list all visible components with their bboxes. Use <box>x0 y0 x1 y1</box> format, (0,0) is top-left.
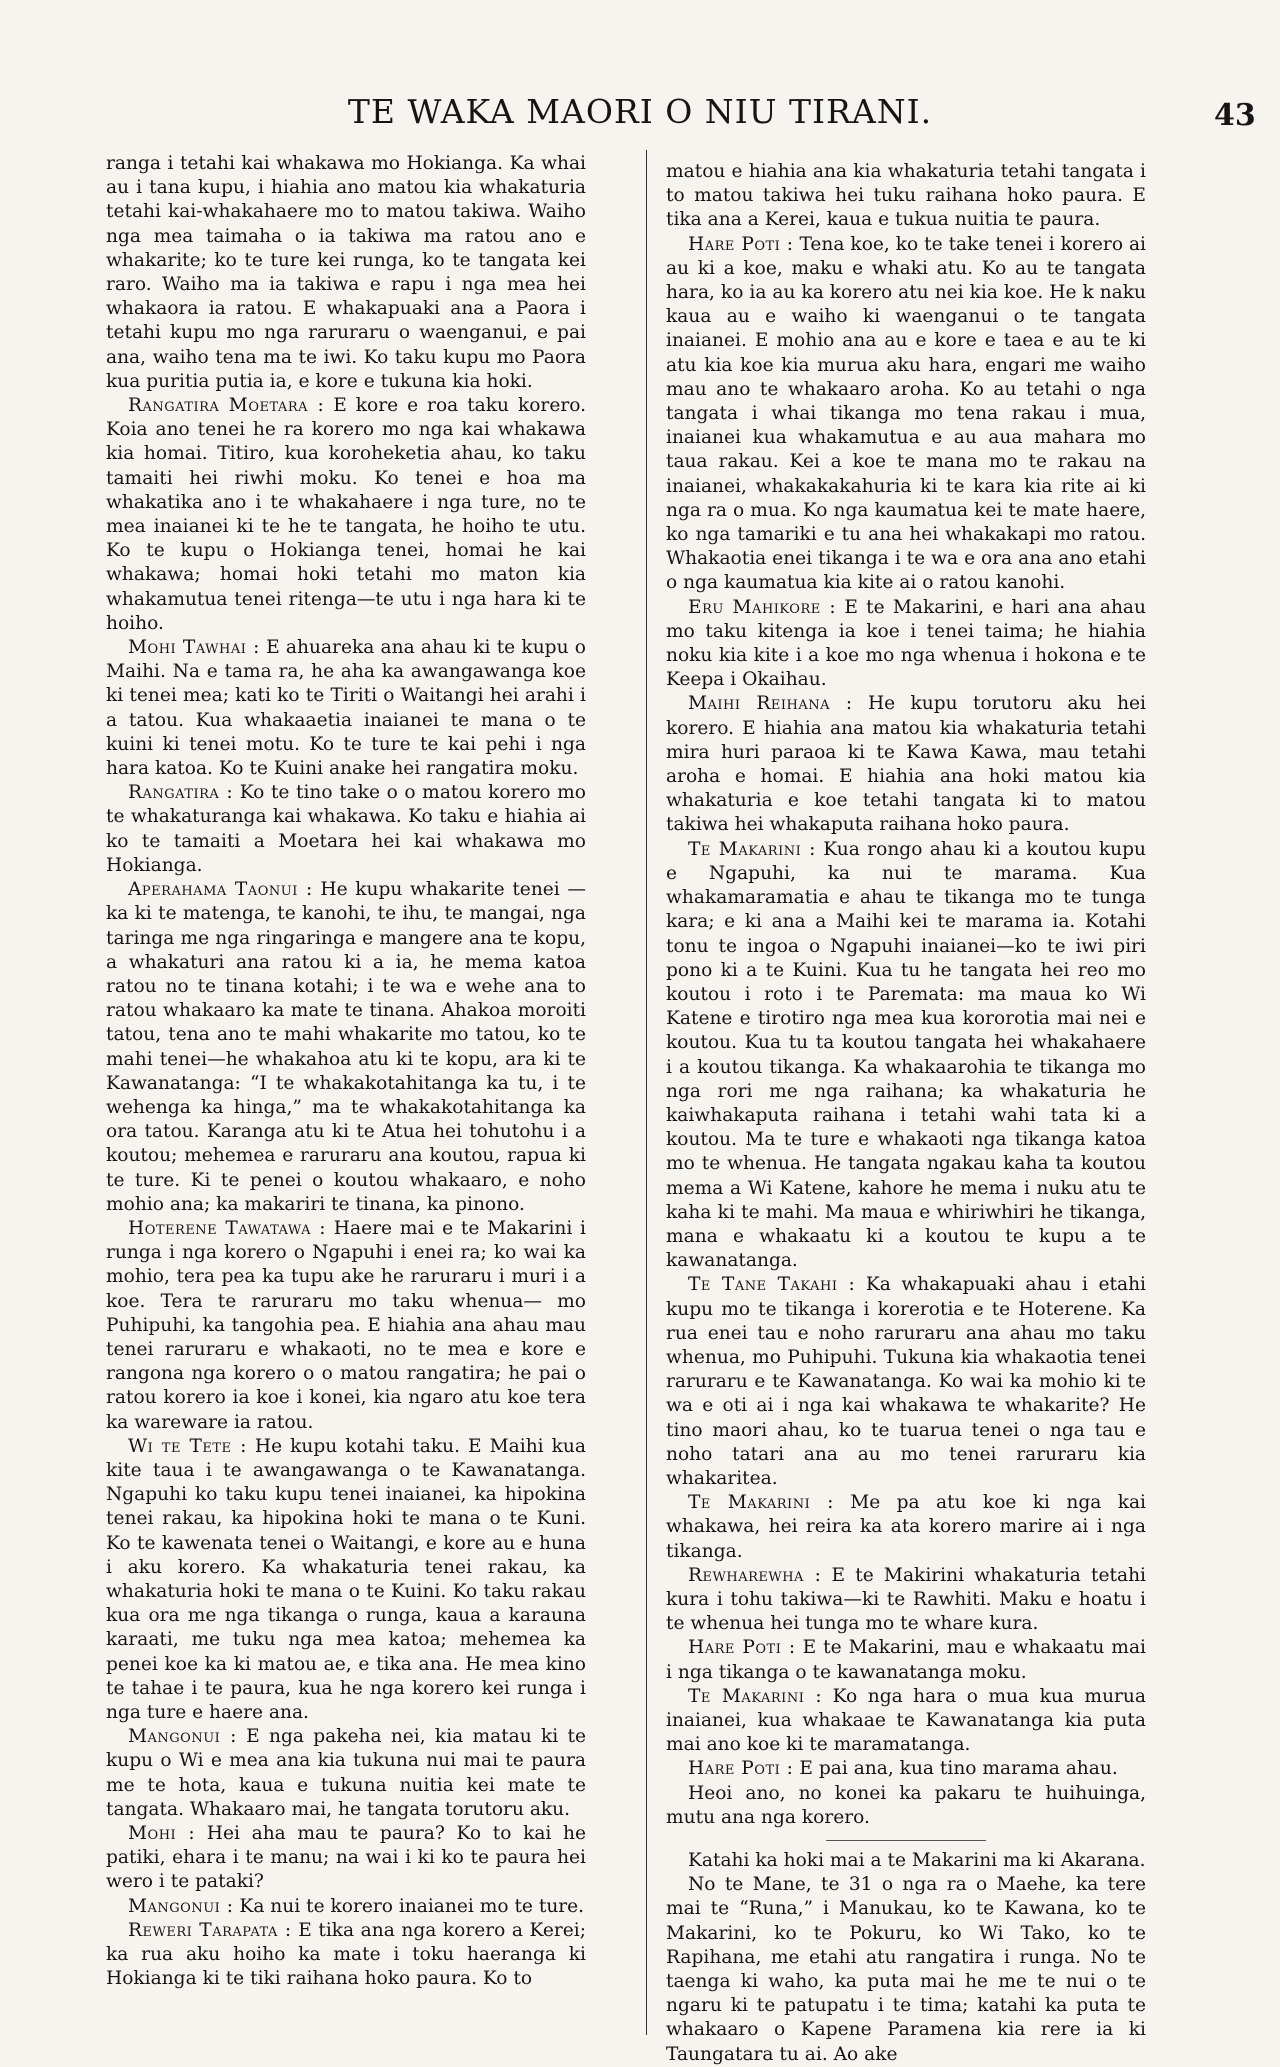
paragraph-text: Tena koe, ko te take tenei i korero ai au ki a koe, maku e whaki atu. Ko au te tangata hara, ko ia au ka korero atu nei kia koe. He k naku kaua au e waiho ki waenganui o te tangata inaianei. E mohio ana au e kore e taea e au te ki atu kia koe kia murua aku hara, engari me waiho mau ano te whakaaro aroha. Ko au tetahi o nga tangata i whai tikanga mo tena rakau i mua, inaianei kua whakamutua e au aua mahara mo taua rakau. Kei a koe te mana mo te rakau na inaianei, whakakakahuria ki te kara kia rite ai ki nga ra o mua. Ko nga kaumatua kei te mate haere, ko nga tamariki e tu ana hei whakakapi mo ratou. Whakaotia enei tikanga i te wa e ora ana ano etahi o nga kaumatua kia kite ai o ratou kanohi. <box>666 233 1146 594</box>
paragraph <box>666 233 1146 596</box>
paragraph-text: He kupu torutoru aku hei korero. E hiahia ana matou kia whakaturia tetahi mira huri paraoa ki te Kawa Kawa, mau tetahi aroha e homai. E hiahia ana hoki matou kia whakaturia e koe tetahi tangata ki to matou takiwa hei whakaputa raihana hoko paura. <box>666 693 1147 836</box>
speaker-name: Te Makarini : <box>688 1492 834 1514</box>
paragraph-text: E te Makarini, mau e whakaatu mai i nga tikanga o te kawanatanga moku. <box>666 1637 1146 1683</box>
speaker-name: Mangonui : <box>128 1895 234 1917</box>
paragraph-text: Hei aha mau te paura? Ko to kai he patiki, ehara i te manu; na wai i ki ko te paura hei wero i te pataki? <box>106 1823 587 1893</box>
paragraph <box>106 1895 586 1919</box>
speaker-name: Rangatira Moetara : <box>128 395 325 417</box>
paragraph <box>106 1435 586 1725</box>
right-column <box>666 160 1147 2065</box>
page-title: TE WAKA MAORI O NIU TIRANI. <box>347 92 933 131</box>
paragraph-text: E tika ana nga korero a Kerei; ka rua aku hoiho ka mate i toku haeranga ki Hokianga ki te tiki raihana hoko paura. Ko to <box>106 1919 586 1990</box>
paragraph <box>666 1273 1146 1491</box>
paragraph-text: matou e hiahia ana kia whakaturia tetahi tangata i to matou takiwa hei tuku raihana hoko paura. E tika ana a Kerei, kaua e tukua nuitia te paura. <box>666 161 1146 231</box>
paragraph <box>666 1873 1146 2067</box>
paragraph-text: Haere mai e te Makarini i runga i nga korero o Ngapuhi i enei ra; ko wai ka mohio, tera pea ka tupu ake he raruraru i muri i a koe. Tera te raruraru mo taku whenua— mo Puhipuhi, ka tangohia pea. E hiahia ana ahau mau tenei raruraru e whakaoti, no te mea e kore e rangona nga korero o o matou rangatira; he pai o ratou korero ia koe i konei, kia ngaro atu koe tera ka wareware ia ratou. <box>106 1217 586 1433</box>
paragraph-text: Katahi ka hoki mai a te Makarini ma ki Akarana. <box>688 1850 1146 1872</box>
speaker-name: Eru Mahikore : <box>688 596 837 618</box>
paragraph <box>666 1491 1146 1564</box>
paragraph <box>666 1564 1146 1637</box>
speaker-name: Aperahama Taonui : <box>128 879 313 901</box>
running-head <box>0 92 1280 132</box>
speaker-name: Hoterene Tawatawa : <box>128 1217 327 1239</box>
speaker-name: Hare Poti : <box>688 1637 796 1659</box>
paragraph-text: No te Mane, te 31 o nga ra o Maehe, ka tere mai te “Runa,” i Manukau, ko te Kawana, ko te Makarini, ko te Pokuru, ko Wi Tako, ko te Rapihana, me etahi atu rangatira i runga. No te taenga ki waho, ka puta mai he me te nui o te ngaru ki te patupatu i te tima; katahi ka puta te whakaaro o Kapene Paramena kia rere ia ki Taungatara tu ai. Ao ake <box>666 1874 1146 2065</box>
paragraph <box>666 1757 1146 1781</box>
paragraph-text: Me pa atu koe ki nga kai whakawa, hei reira ka ata korero marire ai i nga tikanga. <box>666 1492 1146 1562</box>
page-number: 43 <box>1214 98 1256 133</box>
paragraph <box>106 152 586 394</box>
paragraph <box>666 160 1146 233</box>
speaker-name: Mohi Tawhai : <box>128 637 260 659</box>
paragraph-text: E nga pakeha nei, kia matau ki te kupu o Wi e mea ana kia tukuna nui mai te paura me te hota, kaua e tukuna nuitia kei mate te tangata. Whakaaro mai, he tangata torutoru aku. <box>106 1726 586 1820</box>
paragraph-text: He kupu kotahi taku. E Maihi kua kite taua i te awangawanga o te Kawanatanga. Ngapuhi ko taku kupu tenei inaianei, ka hipokina tenei rakau, ka hipokina hoki te mana o te Kuni. Ko te kawenata tenei o Waitangi, e kore au e huna i aku korero. Ka whakaturia tenei rakau, ka whakaturia hoki te mana o te Kuini. Ko taku rakau kua ora me nga tikanga o runga, kaua a karauna karaati, me tuku nga mea katoa; mehemea ka penei koe ka ki matou ae, e tika ana. He mea kino te tahae i te paura, kua he nga korero kei runga i nga ture e haere ana. <box>106 1435 586 1723</box>
paragraph-text: Ka nui te korero inaianei mo te ture. <box>239 1895 585 1917</box>
speaker-name: Te Tane Takahi : <box>688 1274 856 1296</box>
paragraph-text: Kua rongo ahau ki a koutou kupu e Ngapuhi, ka nui te marama. Kua whakamaramatia e ahau te tikanga mo te tunga kara; e ki ana a Maihi kei te marama ia. Kotahi tonu te ingoa o Ngapuhi inaianei—ko te iwi piri pono ki a te Kuini. Kua tu he tangata hei reo mo koutou i roto i te Paremata: ma maua ko Wi Katene e tirotiro nga mea kua kororotia mai nei e koutou. Kua tu ta koutou tangata hei whakahaere i a koutou tikanga. Ka whakaarohia te tikanga mo nga rori me nga raihana; ka whakaturia he kaiwhakaputa raihana i tetahi wahi tata ki a koutou. Ma te ture e whakaoti nga tikanga katoa mo te whenua. He tangata ngakau kaha ta koutou mema a Wi Katene, kahore he mema i nuku atu te kaha ki te mahi. Ma maua e whiriwhiri he tikanga, mana e whakaatu ki a koutou te kupu a te kawanatanga. <box>666 838 1146 1272</box>
column-divider <box>646 150 647 2035</box>
paragraph <box>106 878 586 1217</box>
paragraph-text: ranga i tetahi kai whakawa mo Hokianga. Ka whai au i tana kupu, i hiahia ano matou kia whakaturia tetahi kai-whakahaere mo to matou takiwa. Waiho nga mea taimaha o ia takiwa ma ratou ano e whakarite; ko te ture kei runga, ko te tangata kei raro. Waiho ma ia takiwa e rapu i nga mea hei whakaora ia ratou. E whakapuaki ana a Paora i tetahi kupu mo nga raruraru o waenganui, e pai ana, waiho tena ma te iwi. Ko taku kupu mo Paora kua puritia putia ia, e kore e tukuna kia hoki. <box>106 153 586 392</box>
paragraph <box>106 781 586 878</box>
paragraph-text: E te Makirini whakaturia tetahi kura i tohu takiwa—ki te Rawhiti. Maku e hoatu i te whenua hei tunga mo te whare kura. <box>666 1564 1146 1635</box>
paragraph <box>106 1822 586 1895</box>
paragraph <box>666 1782 1146 1830</box>
speaker-name: Hare Poti : <box>688 1758 794 1780</box>
paragraph <box>666 596 1146 693</box>
paragraph <box>106 1217 586 1435</box>
speaker-name: Rangatira : <box>128 782 234 804</box>
speaker-name: Reweri Tarapata : <box>128 1919 292 1941</box>
speaker-name: Rewharewha : <box>688 1564 822 1586</box>
paragraph-text: E te Makarini, e hari ana ahau mo taku kitenga ia koe i tenei taima; he hiahia noku kia kite i a koe mo nga whenua i hokona e te Keepa i Okaihau. <box>666 596 1146 691</box>
paragraph-text: E ahuareka ana ahau ki te kupu o Maihi. Na e tama ra, he aha ka awangawanga koe ki tenei mea; kati ko te Tiriti o Waitangi hei arahi i a tatou. Kua whakaaetia inaianei te mana o te kuini ki tenei motu. Ko te ture te kai pehi i nga hara katoa. Ko te Kuini anake hei rangatira moku. <box>106 637 586 780</box>
speaker-name: Mangonui : <box>128 1726 237 1748</box>
paragraph <box>666 692 1146 837</box>
speaker-name: Maihi Reihana : <box>688 693 853 715</box>
paragraph <box>666 1636 1146 1684</box>
paragraph <box>666 838 1146 1274</box>
speaker-name: Te Makarini : <box>688 1685 823 1707</box>
left-column <box>106 152 586 2042</box>
paragraph-text: Ko te tino take o o matou korero mo te whakaturanga kai whakawa. Ko taku e hiahia ai ko te tamaiti a Moetara hei kai whakawa mo Hokianga. <box>106 782 586 876</box>
speaker-name: Hare Poti : <box>688 233 794 255</box>
section-divider <box>826 1840 986 1841</box>
speaker-name: Te Makarini : <box>688 838 816 860</box>
paragraph-text: Ko nga hara o mua kua murua inaianei, kua whakaae te Kawanatanga kia puta mai ano koe ki te maramatanga. <box>666 1685 1146 1756</box>
speaker-name: Mohi : <box>128 1823 196 1845</box>
paragraph-text: E kore e roa taku korero. Koia ano tenei he ra korero mo nga kai whakawa kia homai. Titiro, kua koroheketia ahau, ko taku tamaiti hei riwhi moku. Ko tenei e hoa ma whakatika ano i te whakahaere i nga ture, no te mea inaianei ki te he te tangata, he hoiho te utu. Ko te kupu o Hokianga tenei, homai he kai whakawa; homai hoki tetahi mo maton kia whakamutua tenei ritenga—te utu i nga hara ki te hoiho. <box>106 395 586 634</box>
paragraph <box>106 1725 586 1822</box>
paragraph <box>106 394 586 636</box>
paragraph <box>666 1685 1146 1758</box>
paragraph-text: E pai ana, kua tino marama ahau. <box>799 1758 1118 1780</box>
paragraph <box>106 636 586 781</box>
speaker-name: Wi te Tete : <box>128 1435 247 1457</box>
paragraph-text: Ka whakapuaki ahau i etahi kupu mo te tikanga i korerotia e te Hoterene. Ka rua enei tau e noho raruraru ana ahau mo taku whenua, mo Puhipuhi. Tukuna kia whakaotia tenei raruraru e te Kawanatanga. Ko wai ka mohio ki te wa e oti ai i nga kai whakawa te whakarite? He tino maori ahau, ko te tuarua tenei o nga tau e noho tatari ana au mo tenei raruraru kia whakaritea. <box>666 1274 1146 1489</box>
paragraph <box>666 1849 1146 1873</box>
paragraph <box>106 1919 586 1992</box>
paragraph-text: Heoi ano, no konei ka pakaru te huihuinga, mutu ana nga korero. <box>666 1782 1146 1828</box>
paragraph-text: He kupu whakarite tenei —ka ki te matenga, te kanohi, te ihu, te mangai, nga taringa me nga ringaringa e mangere ana te kopu, a whakaturi ana ratou ki a ia, he mema katoa ratou no te tinana kotahi; i te wa e wehe ana to ratou whakaaro ka mate te tinana. Ahakoa moroiti tatou, tena ano te mahi whakarite mo tatou, ko te mahi tenei—he whakahoa atu ki te kopu, ara ki te Kawanatanga: “I te whakakotahitanga ka tu, i te wehenga ka hinga,” ma te whakakotahitanga ka ora tatou. Karanga atu ki te Atua hei tohutohu i a koutou; mehemea e raruraru ana koutou, rapua ki te ture. Ki te penei o koutou whakaaro, e noho mohio ana; ka makariri te tinana, ka pinono. <box>106 879 586 1215</box>
